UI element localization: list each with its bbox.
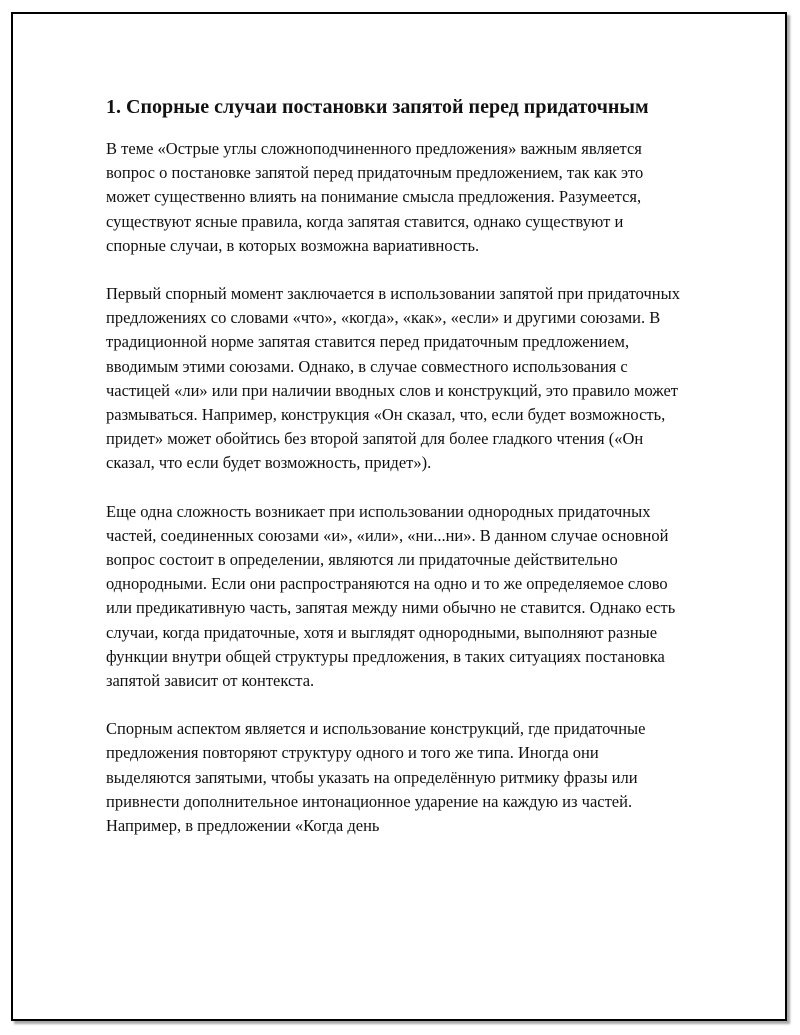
paragraph-intro: В теме «Острые углы сложноподчиненного предложения» важным является вопрос о постановке запятой перед придаточным предложением, так как это может существенно влиять на понимание смысла предложения. Разумеется, существуют ясные правила, когда запятая ставится, однако существуют и спорные случаи, в которых возможна вариативность. [106, 139, 644, 255]
document-body [106, 93, 684, 838]
paragraph-homogeneous: Еще одна сложность возникает при использовании однородных придаточных частей, соединенных союзами «и», «или», «ни...ни». В данном случае основной вопрос состоит в определении, являются ли придаточные действительно однородными. Если они распространяются на одно и то же определяемое слово или предикативную часть, запятая между ними обычно не ставится. Однако есть случаи, когда придаточные, хотя и выглядят однородными, выполняют разные функции внутри общей структуры предложения, в таких ситуациях постановка запятой зависит от контекста. [106, 501, 676, 691]
paragraph-repeated-structure: Спорным аспектом является и использование конструкций, где придаточные предложения повторяют структуру одного и того же типа. Иногда они выделяются запятыми, чтобы указать на определённую ритмику фразы или привнести дополнительное интонационное ударение на каждую из частей. Например, в предложении «Когда день [106, 719, 646, 836]
paragraph-first-case: Первый спорный момент заключается в использовании запятой при придаточных предложениях со словами «что», «когда», «как», «если» и другими союзами. В традиционной норме запятая ставится перед придаточным предложением, вводимым этими союзами. Однако, в случае совместного использования с частицей «ли» или при наличии вводных слов и конструкций, это правило может размываться. Например, конструкция «Он сказал, что, если будет возможность, придет» может обойтись без второй запятой для более гладкого чтения («Он сказал, что если будет возможность, придет»). [106, 284, 680, 473]
section-heading: 1. Спорные случаи постановки запятой перед придаточным [106, 96, 649, 118]
